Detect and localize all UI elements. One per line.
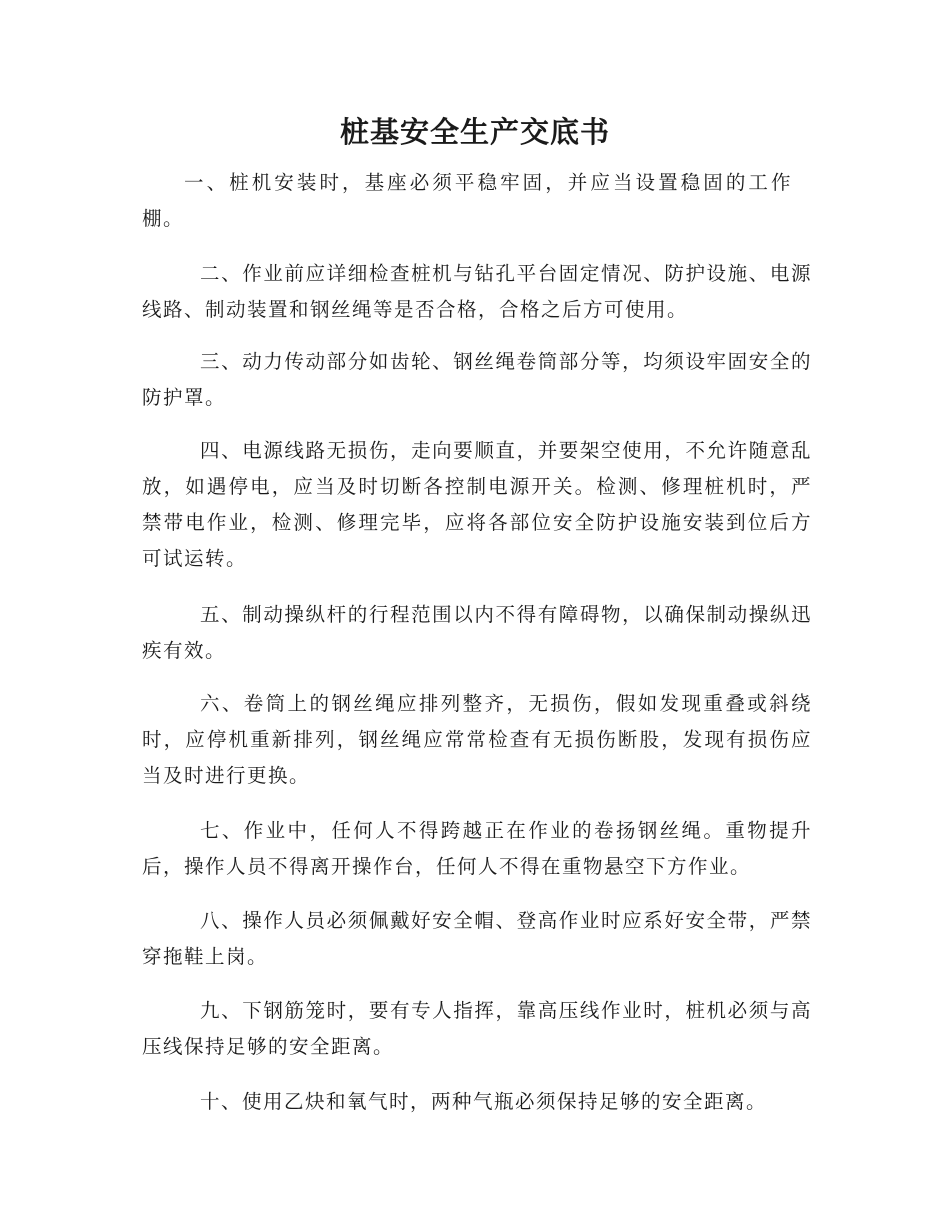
paragraph-5: 五、制动操纵杆的行程范围以内不得有障碍物，以确保制动操纵迅疾有效。 <box>142 603 812 662</box>
paragraph-10: 十、使用乙炔和氧气时，两种气瓶必须保持足够的安全距离。 <box>200 1090 768 1113</box>
paragraph-8: 八、操作人员必须佩戴好安全帽、登高作业时应系好安全带，严禁穿拖鞋上岗。 <box>142 909 812 968</box>
paragraph-4: 四、电源线路无损伤，走向要顺直，并要架空使用，不允许随意乱放，如遇停电，应当及时切断各控制电源开关。检测、修理桩机时，严禁带电作业，检测、修理完毕，应将各部位安全防护设施安装到位后方可试运转。 <box>142 439 812 570</box>
paragraph-7: 七、作业中，任何人不得跨越正在作业的卷扬钢丝绳。重物提升后，操作人员不得离开操作台，任何人不得在重物悬空下方作业。 <box>142 819 812 878</box>
paragraph-3: 三、动力传动部分如齿轮、钢丝绳卷筒部分等，均须设牢固安全的防护罩。 <box>142 350 812 409</box>
paragraph-9: 九、下钢筋笼时，要有专人指挥，靠高压线作业时，桩机必须与高压线保持足够的安全距离。 <box>142 999 812 1058</box>
paragraph-2: 二、作业前应详细检查桩机与钻孔平台固定情况、防护设施、电源线路、制动装置和钢丝绳等是否合格，合格之后方可使用。 <box>142 262 812 321</box>
paragraph-1: 一、桩机安装时，基座必须平稳牢固，并应当设置稳固的工作棚。 <box>142 171 792 230</box>
paragraph-6: 六、卷筒上的钢丝绳应排列整齐，无损伤，假如发现重叠或斜绕时，应停机重新排列，钢丝绳应常常检查有无损伤断股，发现有损伤应当及时进行更换。 <box>142 692 812 787</box>
document-title: 桩基安全生产交底书 <box>339 115 610 149</box>
